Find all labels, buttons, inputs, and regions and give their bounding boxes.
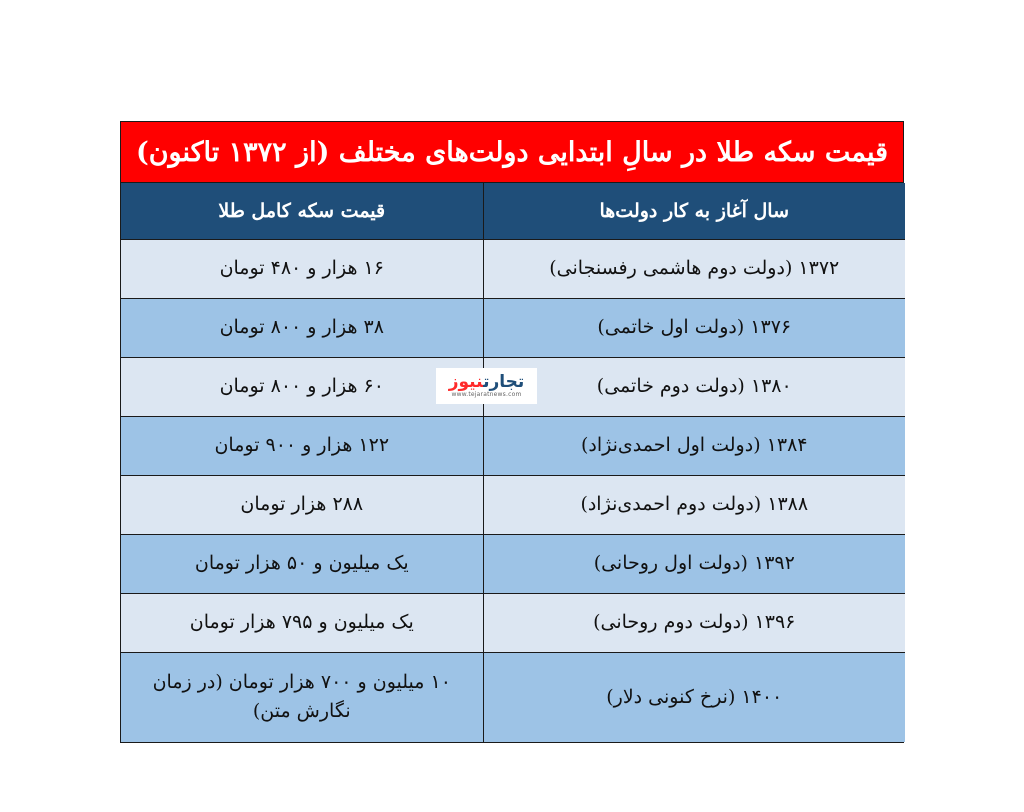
price-cell: یک میلیون و ۷۹۵ هزار تومان <box>121 593 483 652</box>
year-cell: ۱۳۷۲ (دولت دوم هاشمی رفسنجانی) <box>483 239 905 298</box>
price-table <box>121 183 905 742</box>
year-cell: ۱۳۸۸ (دولت دوم احمدی‌نژاد) <box>483 475 905 534</box>
price-cell: ۱۶ هزار و ۴۸۰ تومان <box>121 239 483 298</box>
price-cell: ۱۲۲ هزار و ۹۰۰ تومان <box>121 416 483 475</box>
year-cell: ۱۳۹۶ (دولت دوم روحانی) <box>483 593 905 652</box>
logo-wordmark <box>449 373 525 391</box>
price-cell: ۱۰ میلیون و ۷۰۰ هزار تومان (در زمان نگارش متن) <box>121 652 483 742</box>
year-cell: ۱۳۸۰ (دولت دوم خاتمی) <box>483 357 905 416</box>
table-row <box>121 534 905 593</box>
tejaratnews-logo <box>436 368 537 404</box>
price-cell: ۲۸۸ هزار تومان <box>121 475 483 534</box>
table-row <box>121 652 905 742</box>
logo-url: www.tejaratnews.com <box>451 391 522 398</box>
header-price: قیمت سکه کامل طلا <box>121 183 483 239</box>
table-title: قیمت سکه طلا در سالِ ابتدایی دولت‌های مختلف (از ۱۳۷۲ تاکنون) <box>121 122 903 183</box>
year-cell: ۱۳۸۴ (دولت اول احمدی‌نژاد) <box>483 416 905 475</box>
gold-coin-price-table <box>120 121 904 743</box>
header-year: سال آغاز به کار دولت‌ها <box>483 183 905 239</box>
year-cell: ۱۳۷۶ (دولت اول خاتمی) <box>483 298 905 357</box>
table-row <box>121 416 905 475</box>
price-cell: یک میلیون و ۵۰ هزار تومان <box>121 534 483 593</box>
year-cell: ۱۴۰۰ (نرخ کنونی دلار) <box>483 652 905 742</box>
table-row <box>121 298 905 357</box>
header-row <box>121 183 905 239</box>
logo-name-part2: نیوز <box>448 372 484 392</box>
price-cell: ۶۰ هزار و ۸۰۰ تومان <box>121 357 483 416</box>
price-cell: ۳۸ هزار و ۸۰۰ تومان <box>121 298 483 357</box>
table-row <box>121 239 905 298</box>
year-cell: ۱۳۹۲ (دولت اول روحانی) <box>483 534 905 593</box>
table-row <box>121 593 905 652</box>
logo-name-part1: تجارت <box>483 372 525 392</box>
table-row <box>121 475 905 534</box>
